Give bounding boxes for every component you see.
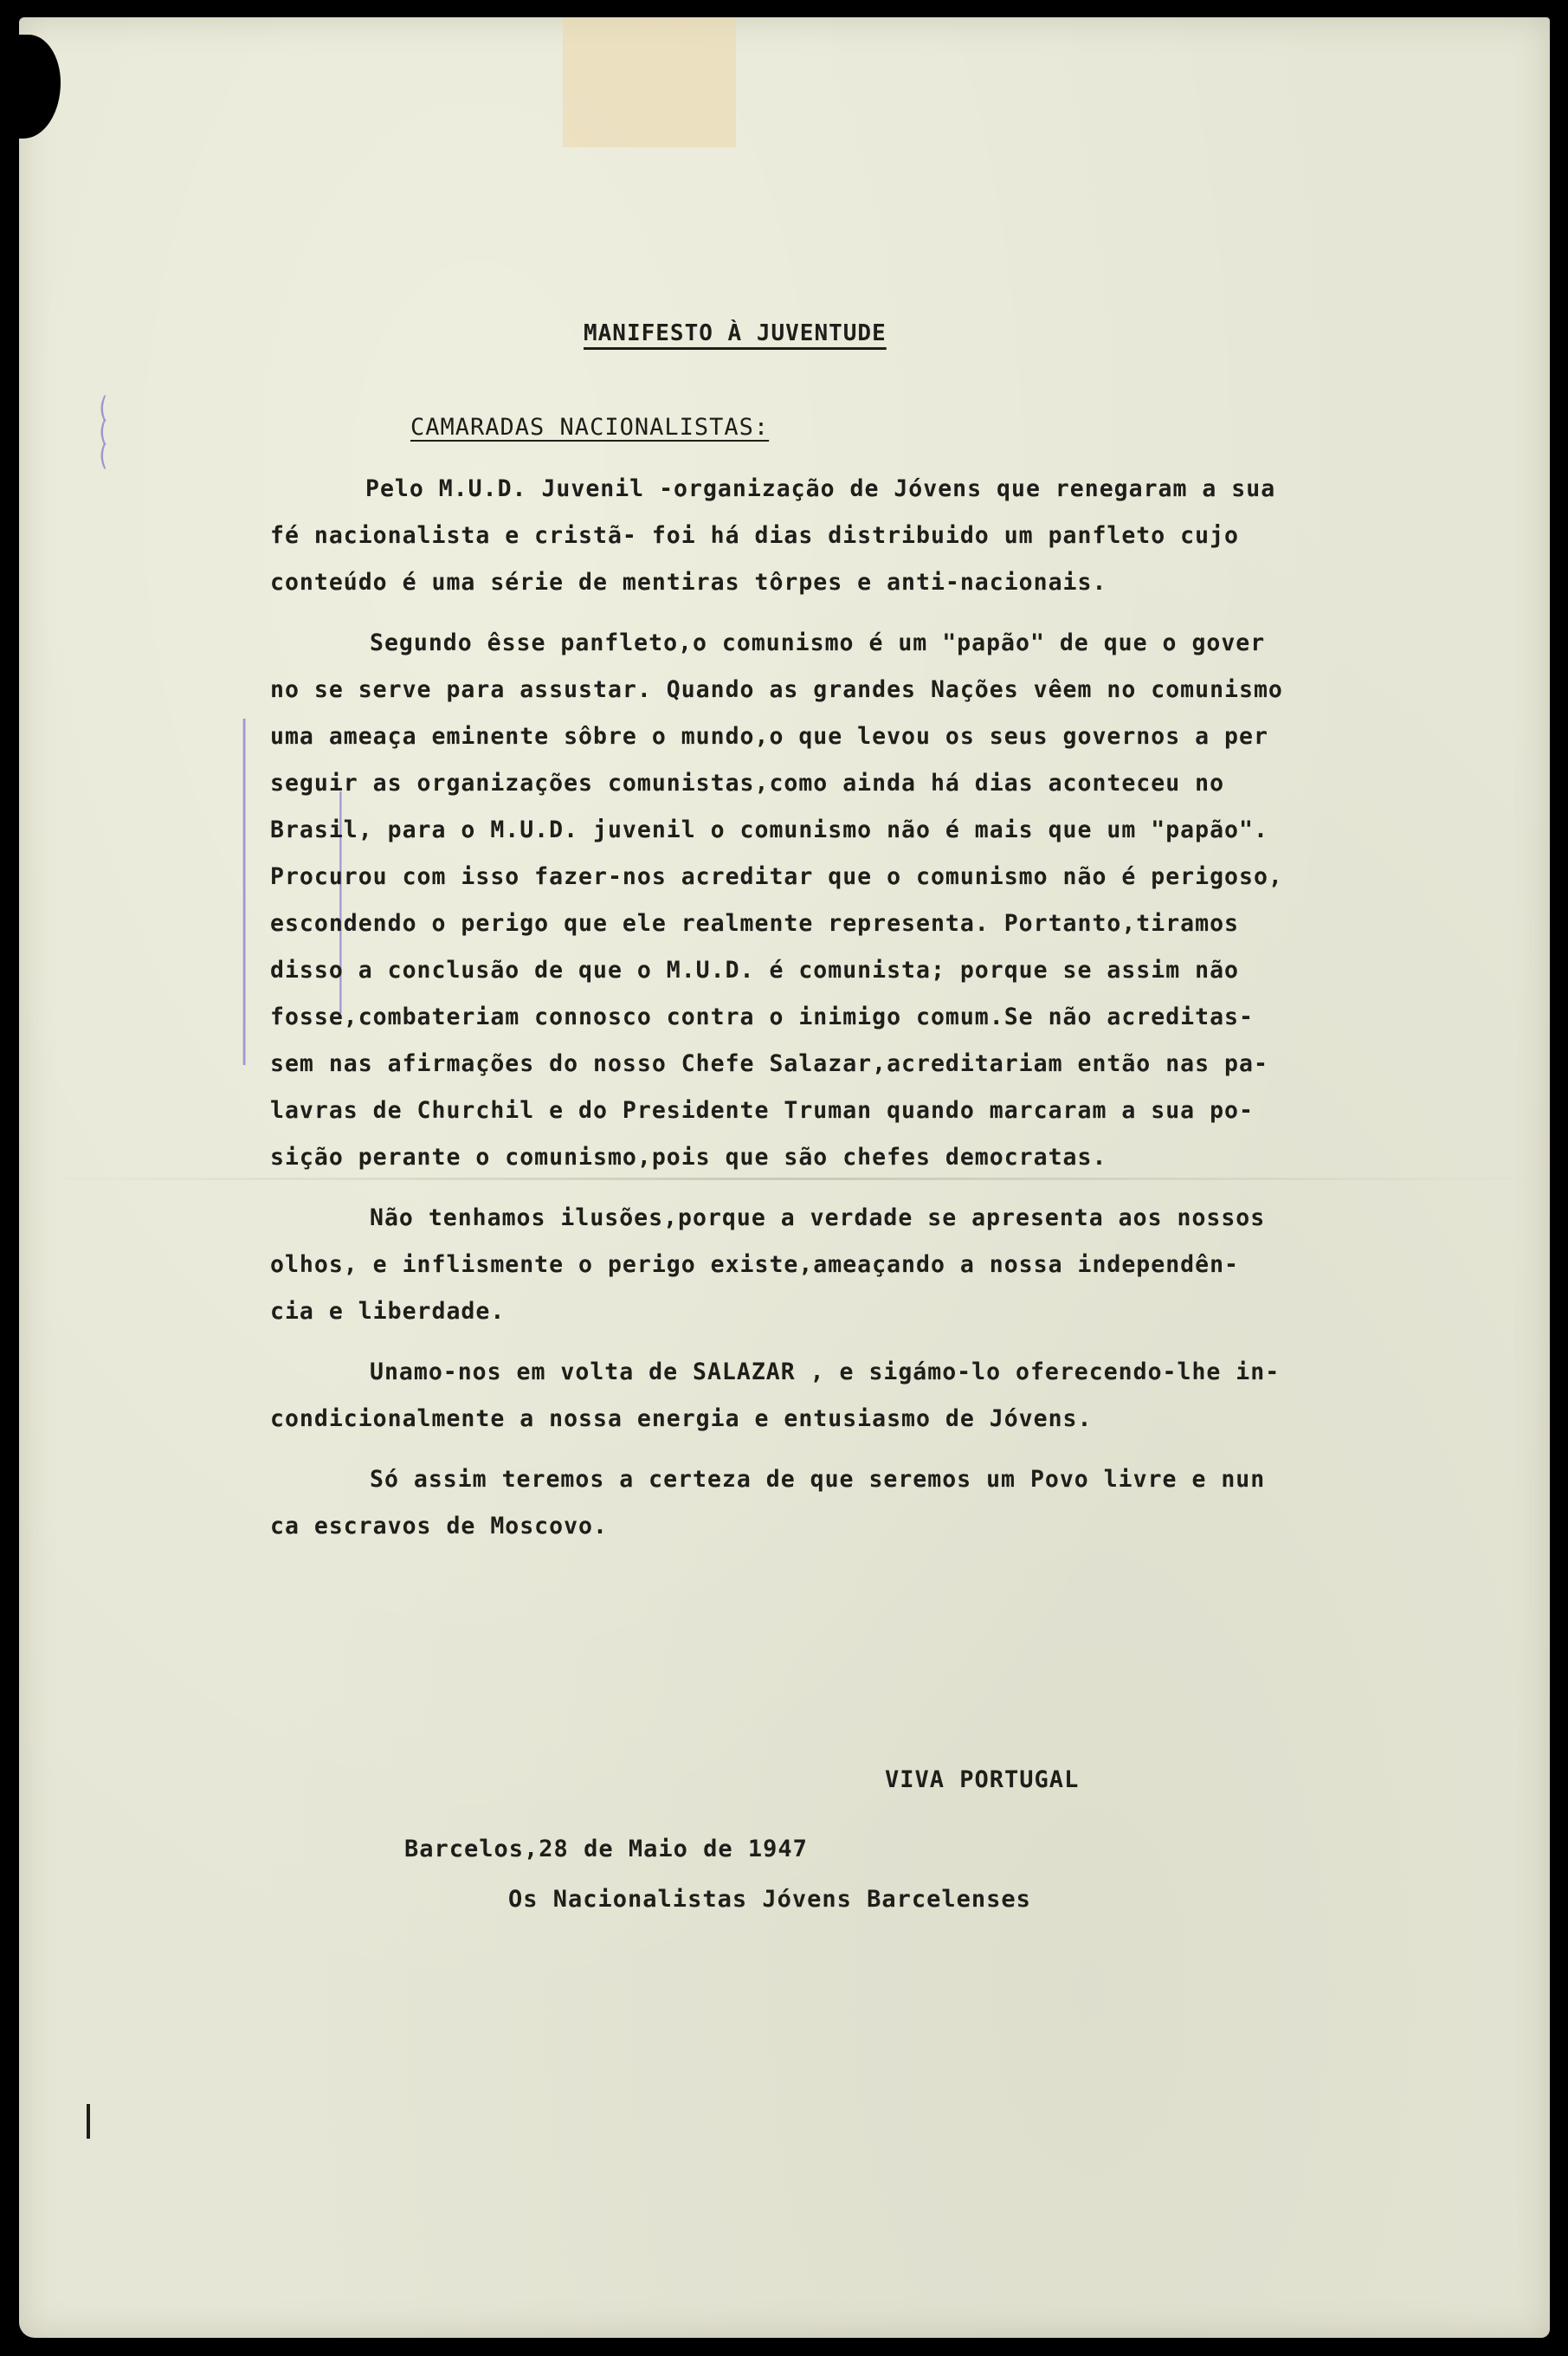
- paragraph-2-line-4: seguir as organizações comunistas,como ainda há dias aconteceu no: [270, 770, 1225, 797]
- salutation: CAMARADAS NACIONALISTAS:: [410, 414, 770, 441]
- paragraph-2-line-11: lavras de Churchil e do Presidente Truman quando marcaram a sua po-: [270, 1097, 1254, 1124]
- paragraph-1-line-3: conteúdo é uma série de mentiras tôrpes e anti-nacionais.: [270, 569, 1107, 596]
- paragraph-2-line-8: disso a conclusão de que o M.U.D. é comunista; porque se assim não: [270, 957, 1239, 984]
- manifesto-body: [270, 466, 1482, 1550]
- document-title: MANIFESTO À JUVENTUDE: [584, 320, 887, 346]
- signature-line: Os Nacionalistas Jóvens Barcelenses: [508, 1886, 1031, 1913]
- paragraph-3-line-2: olhos, e inflismente o perigo existe,ameaçando a nossa independên-: [270, 1251, 1239, 1278]
- paragraph-2-line-7: escondendo o perigo que ele realmente representa. Portanto,tiramos: [270, 910, 1239, 937]
- paragraph-2-line-6: Procurou com isso fazer-nos acreditar que o comunismo não é perigoso,: [270, 863, 1283, 890]
- closing-viva: VIVA PORTUGAL: [885, 1766, 1080, 1793]
- paragraph-2-line-3: uma ameaça eminente sôbre o mundo,o que levou os seus governos a per: [270, 723, 1268, 750]
- paragraph-5-line-1: Só assim teremos a certeza de que seremos um Povo livre e nun: [370, 1466, 1266, 1493]
- paragraph-2-line-1: Segundo êsse panfleto,o comunismo é um "papão" de que o gover: [370, 629, 1266, 656]
- purple-stamp-mark: ――――――――――: [223, 719, 262, 1065]
- paragraph-4-line-2: condicionalmente a nossa energia e entusiasmo de Jóvens.: [270, 1405, 1093, 1432]
- paragraph-3-line-3: cia e liberdade.: [270, 1298, 506, 1325]
- paragraph-2-line-5: Brasil, para o M.U.D. juvenil o comunismo não é mais que um "papão".: [270, 817, 1268, 843]
- paragraph-1-line-1: Pelo M.U.D. Juvenil -organização de Jóvens que renegaram a sua: [365, 475, 1276, 502]
- margin-mark: [87, 2104, 90, 2139]
- paragraph-2-line-10: sem nas afirmações do nosso Chefe Salazar,acreditariam então nas pa-: [270, 1050, 1268, 1077]
- purple-stamp-mark-2: ――――――――: [322, 791, 355, 1013]
- place-date: Barcelos,28 de Maio de 1947: [404, 1836, 808, 1862]
- paragraph-5-line-2: ca escravos de Moscovo.: [270, 1513, 608, 1539]
- purple-margin-annotation: ⁀⁀⁀: [101, 397, 136, 468]
- paragraph-4-line-1: Unamo-nos em volta de SALAZAR , e sigámo-lo oferecendo-lhe in-: [370, 1359, 1281, 1385]
- paragraph-1-line-2: fé nacionalista e cristã- foi há dias distribuido um panfleto cujo: [270, 522, 1239, 549]
- paragraph-2-line-2: no se serve para assustar. Quando as grandes Nações vêem no comunismo: [270, 676, 1283, 703]
- paragraph-2-line-12: sição perante o comunismo,pois que são chefes democratas.: [270, 1144, 1107, 1171]
- paragraph-3-line-1: Não tenhamos ilusões,porque a verdade se apresenta aos nossos: [370, 1204, 1266, 1231]
- paragraph-2-line-9: fosse,combateriam connosco contra o inimigo comum.Se não acreditas-: [270, 1004, 1254, 1030]
- tape-residue: [563, 17, 736, 147]
- document-sheet: [19, 17, 1550, 2338]
